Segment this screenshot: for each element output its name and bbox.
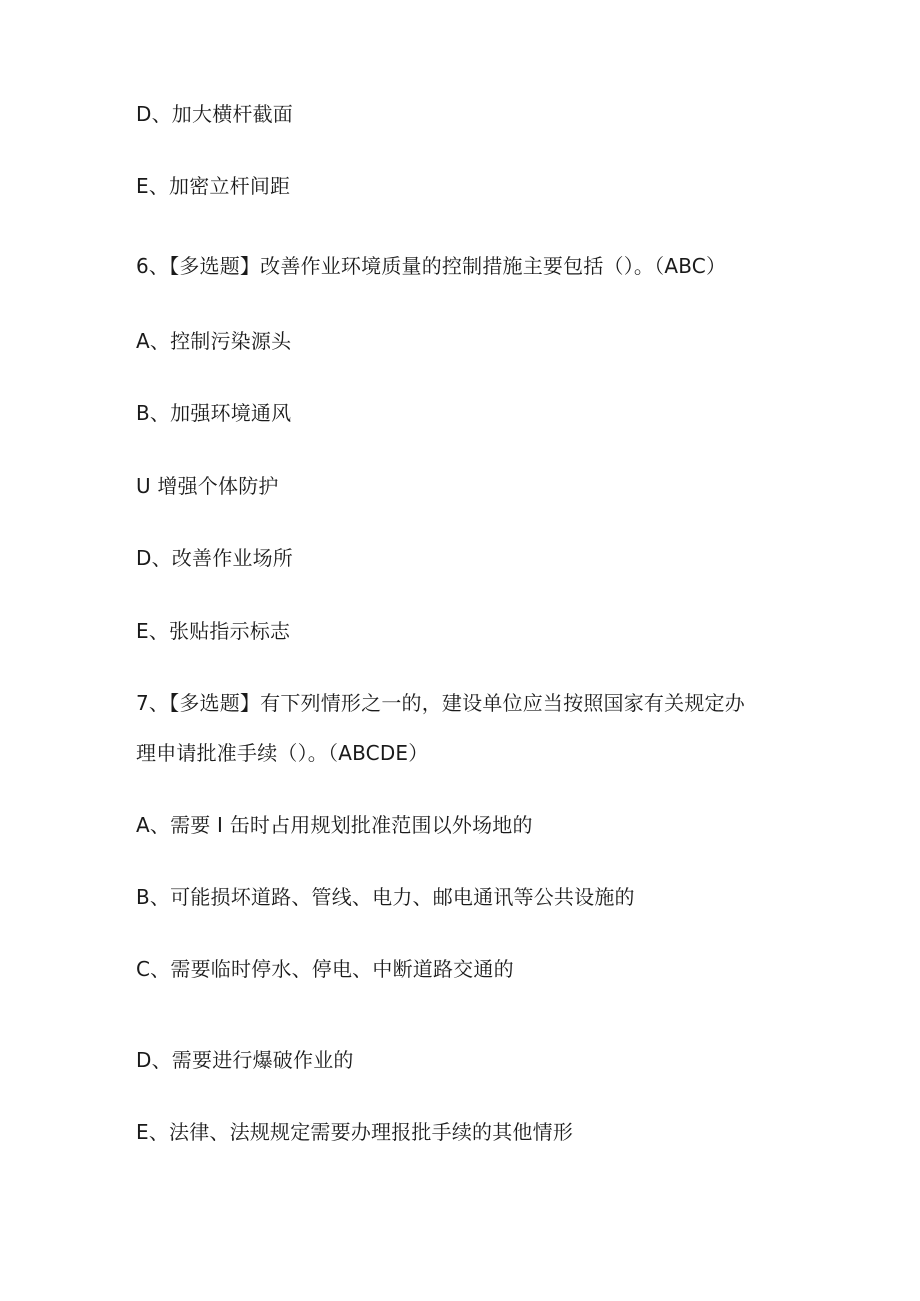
option-d-prev: D、加大横杆截面: [136, 102, 294, 126]
q6-option-b: B、加强环境通风: [136, 401, 292, 425]
q7-option-d: D、需要进行爆破作业的: [136, 1048, 354, 1072]
question-6-stem: 6、【多选题】改善作业环境质量的控制措施主要包括（）。（ABC）: [136, 254, 727, 278]
q7-option-a: A、需要 I 缶时占用规划批准范围以外场地的: [136, 813, 533, 837]
q6-option-e: E、张贴指示标志: [136, 619, 291, 643]
q7-option-b: B、可能损坏道路、管线、电力、邮电通讯等公共设施的: [136, 885, 635, 909]
question-7-stem-line1: 7、【多选题】有下列情形之一的，建设单位应当按照国家有关规定办: [136, 691, 745, 715]
q6-option-a: A、控制污染源头: [136, 329, 292, 353]
option-e-prev: E、加密立杆间距: [136, 174, 291, 198]
q7-option-e: E、法律、法规规定需要办理报批手续的其他情形: [136, 1120, 574, 1144]
question-7-stem-line2: 理申请批准手续（）。（ABCDE）: [136, 741, 429, 765]
q6-option-d: D、改善作业场所: [136, 546, 294, 570]
q6-option-c: U 增强个体防护: [136, 474, 279, 498]
q7-option-c: C、需要临时停水、停电、中断道路交通的: [136, 957, 514, 981]
